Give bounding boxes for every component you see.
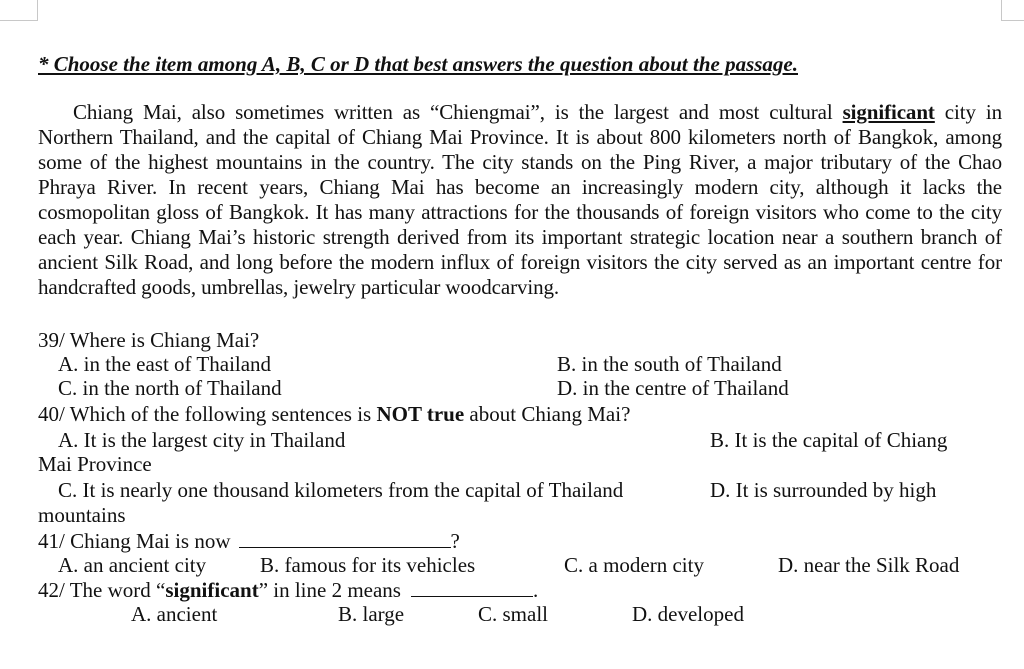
question-42-stem xyxy=(38,578,538,603)
question-42-option-b: B. large xyxy=(338,602,405,626)
question-40-option-d-continued: mountains xyxy=(38,503,126,527)
question-42-option-c: C. small xyxy=(478,602,549,626)
question-40-stem-emphasis: NOT true xyxy=(376,402,465,426)
answer-blank xyxy=(239,547,451,548)
answer-blank xyxy=(411,596,533,597)
question-42-stem-end: ” in line 2 means xyxy=(258,578,401,602)
question-41-stem-text: 41/ Chiang Mai is now xyxy=(38,529,231,553)
question-41-option-b: B. famous for its vehicles xyxy=(260,553,476,577)
question-41-option-d: D. near the Silk Road xyxy=(778,553,960,577)
question-41-option-c: C. a modern city xyxy=(564,553,704,577)
page-corner-mark-left xyxy=(0,0,38,21)
question-41-stem xyxy=(38,529,460,554)
question-40-option-b: B. It is the capital of Chiang xyxy=(710,428,948,452)
question-39-option-a: A. in the east of Thailand xyxy=(58,352,272,376)
question-40-stem xyxy=(38,402,630,427)
question-40-stem-end: about Chiang Mai? xyxy=(464,402,631,426)
passage-highlight-word: significant xyxy=(842,100,935,124)
question-42-option-a: A. ancient xyxy=(131,602,218,626)
question-40-stem-start: 40/ Which of the following sentences is xyxy=(38,402,377,426)
question-40-option-c: C. It is nearly one thousand kilometers from the capital of Thailand xyxy=(58,478,624,502)
question-42-period: . xyxy=(532,578,539,602)
passage-text-rest: city in Northern Thailand, and the capital of Chiang Mai Province. It is about 800 kilometers north of Bangkok, among some of the highest mountains in the country. The city stands on the Ping River, a major tributary of the Chao Phraya River. In recent years, Chiang Mai has become an increasingly modern city, although it lacks the cosmopolitan gloss of Bangkok. It has many attractions for the thousands of foreign visitors who come to the city each year. Chiang Mai’s historic strength derived from its important strategic location near a southern branch of ancient Silk Road, and long before the modern influx of foreign visitors the city served as an important centre for handcrafted goods, umbrellas, jewelry particular woodcarving. xyxy=(38,100,1002,299)
question-39-stem: 39/ Where is Chiang Mai? xyxy=(38,328,260,352)
question-39-option-b: B. in the south of Thailand xyxy=(557,352,782,376)
question-39-option-d: D. in the centre of Thailand xyxy=(557,376,789,400)
question-42-stem-start: 42/ The word “ xyxy=(38,578,166,602)
question-41-question-mark: ? xyxy=(450,529,460,553)
question-41-option-a: A. an ancient city xyxy=(58,553,207,577)
question-42-option-d: D. developed xyxy=(632,602,744,626)
question-42-stem-word: significant xyxy=(165,578,259,602)
question-40-option-a: A. It is the largest city in Thailand xyxy=(58,428,346,452)
question-39-option-c: C. in the north of Thailand xyxy=(58,376,282,400)
question-40-option-b-continued: Mai Province xyxy=(38,452,152,476)
passage-text-start: Chiang Mai, also sometimes written as “Chiengmai”, is the largest and most cultural xyxy=(73,100,843,124)
reading-passage xyxy=(38,100,1002,300)
instruction-heading: * Choose the item among A, B, C or D that best answers the question about the passage. xyxy=(38,52,798,76)
page-corner-mark-right xyxy=(1001,0,1024,21)
question-40-option-d: D. It is surrounded by high xyxy=(710,478,937,502)
